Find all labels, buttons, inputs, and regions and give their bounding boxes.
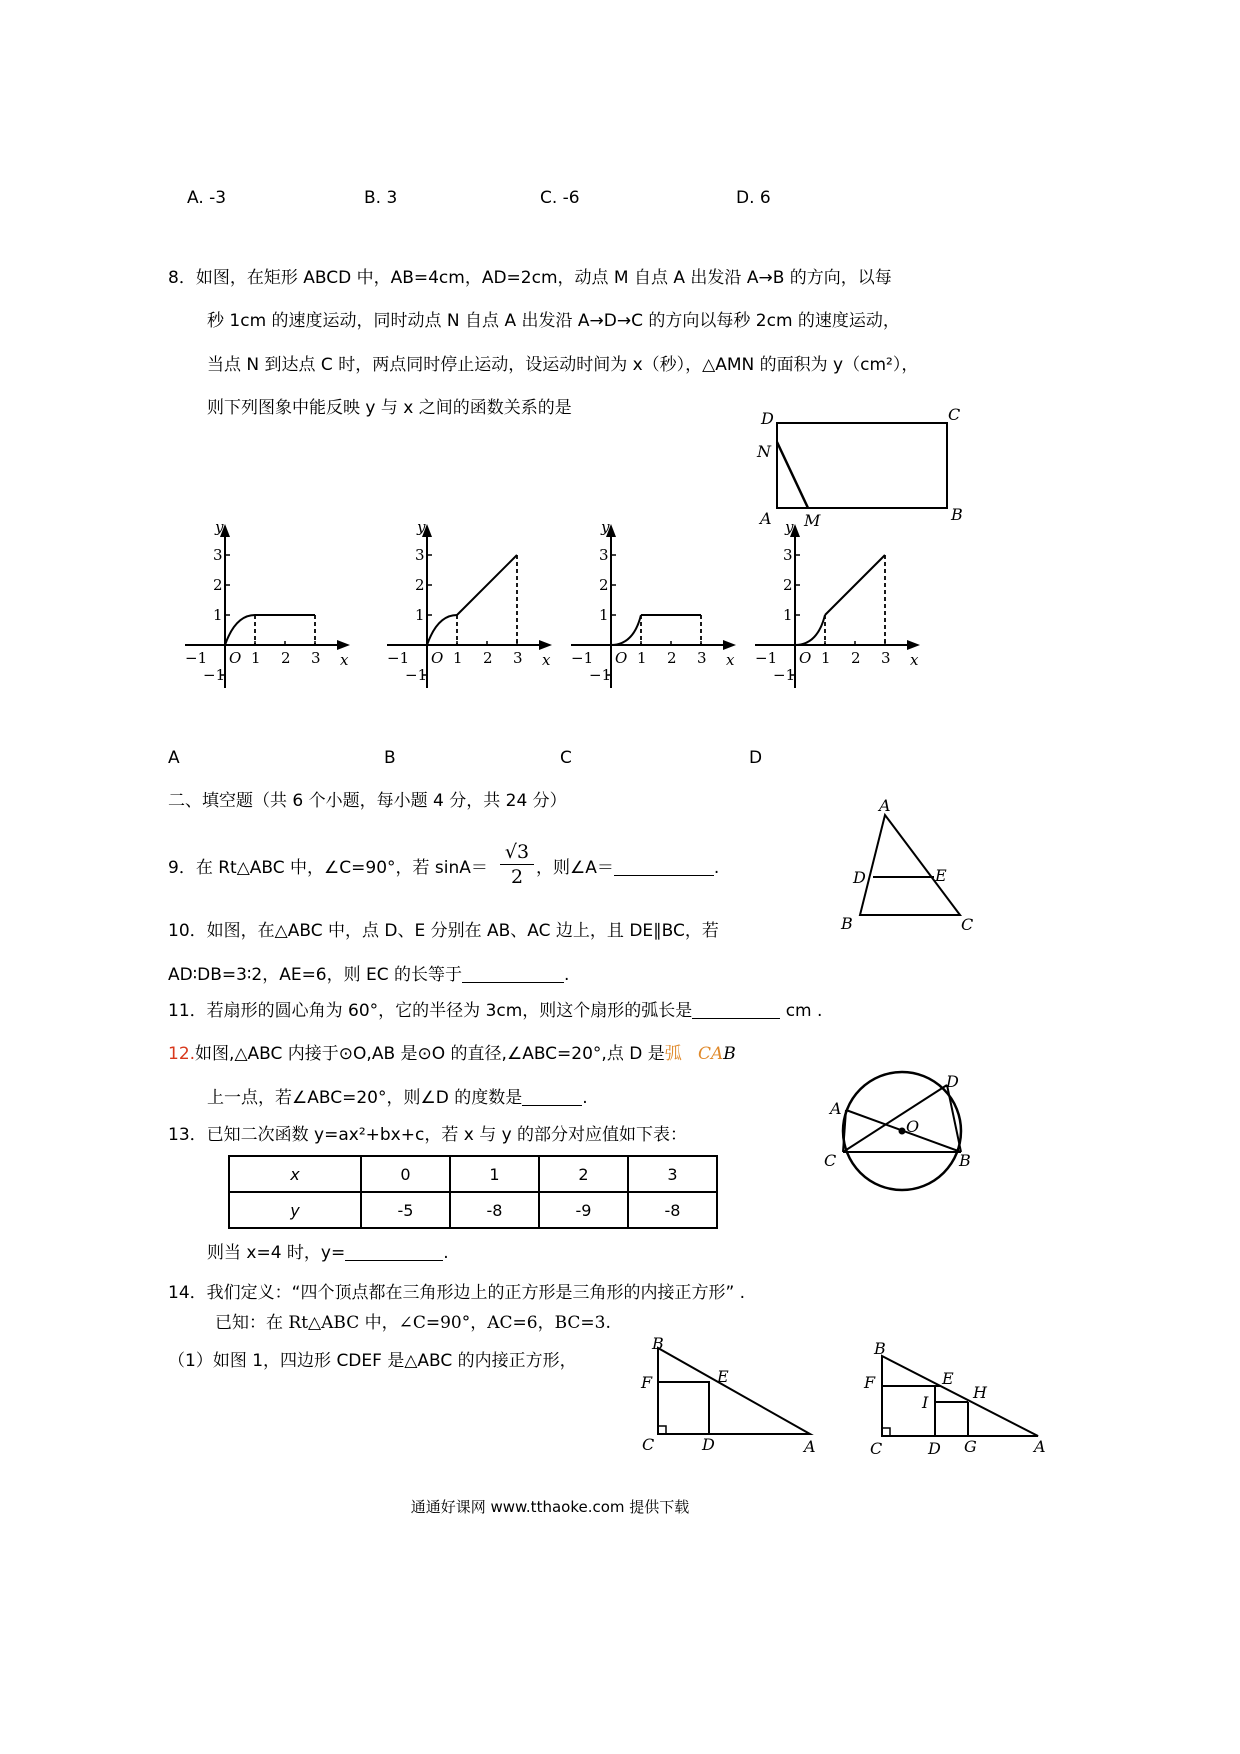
q8-line1: 8．如图，在矩形 ABCD 中，AB=4cm，AD=2cm，动点 M 自点 A 出发沿 A→B 的方向，以每	[168, 268, 892, 288]
y-tick-label: 2	[213, 576, 223, 594]
y-tick-label: 2	[599, 576, 609, 594]
y-tick-label: 2	[783, 576, 793, 594]
line-segment	[457, 555, 517, 615]
svg-text:C: C	[642, 1435, 655, 1454]
q9-answer: ，则∠A＝ .	[536, 858, 720, 878]
x-axis-arrow	[337, 640, 350, 650]
neg-y-label: −1	[405, 666, 428, 684]
svg-text:F: F	[641, 1373, 653, 1392]
x-tick-label: 1	[637, 649, 647, 667]
q8-line2: 秒 1cm 的速度运动，同时动点 N 自点 A 出发沿 A→D→C 的方向以每秒 2cm 的速度运动，	[207, 311, 900, 331]
svg-text:D: D	[946, 1072, 959, 1091]
neg-y-label: −1	[203, 666, 226, 684]
x-tick-label: 2	[483, 649, 493, 667]
y-tick-label: 1	[599, 606, 609, 624]
q12-circle-figure	[820, 1062, 980, 1202]
origin-label: O	[799, 649, 812, 667]
y-tick-label: 3	[783, 546, 793, 564]
x-axis-label: x	[726, 651, 735, 669]
svg-text:B: B	[841, 914, 853, 933]
svg-text:A: A	[830, 1099, 842, 1118]
q14-line3: （1）如图 1，四边形 CDEF 是△ABC 的内接正方形，	[168, 1351, 577, 1371]
graph-option-a	[180, 518, 355, 693]
q8-line4: 则下列图象中能反映 y 与 x 之间的函数关系的是	[207, 398, 572, 418]
x-axis-arrow	[539, 640, 552, 650]
origin-label: O	[615, 649, 628, 667]
q12-line2: 上一点，若∠ABC=20°，则∠D 的度数是 .	[207, 1088, 588, 1108]
neg-x-label: −1	[755, 649, 778, 667]
q9-numerator: √3	[500, 840, 534, 865]
q9-denominator: 2	[510, 866, 524, 888]
curve-segment	[795, 615, 825, 645]
y-axis-label: y	[417, 518, 426, 536]
neg-y-label: −1	[589, 666, 612, 684]
q7-option-b: B. 3	[364, 188, 398, 208]
neg-y-label: −1	[773, 666, 796, 684]
label-a: A	[760, 509, 772, 528]
svg-text:C: C	[824, 1151, 837, 1170]
x-tick-label: 1	[821, 649, 831, 667]
section-2-heading: 二、填空题（共 6 个小题，每小题 4 分，共 24 分）	[168, 791, 567, 811]
y-tick-label: 1	[213, 606, 223, 624]
x-tick-label: 3	[311, 649, 321, 667]
page-footer: 通通好课网 www.tthaoke.com 提供下载	[410, 1498, 690, 1516]
graph-label-c: C	[560, 748, 572, 768]
neg-x-label: −1	[387, 649, 410, 667]
curve-segment	[611, 615, 641, 645]
q9-text: 9．在 Rt△ABC 中，∠C=90°，若 sinA＝	[168, 858, 488, 878]
q8-rectangle-figure	[752, 400, 972, 530]
graph-option-c	[566, 518, 741, 693]
q12-line1: 12.如图,△ABC 内接于⊙O,AB 是⊙O 的直径,∠ABC=20°,点 D 是弧 CAB	[168, 1044, 736, 1064]
graph-label-a: A	[168, 748, 180, 768]
q14-figure-2	[862, 1336, 1062, 1456]
q14-figure-1	[638, 1336, 838, 1456]
svg-text:D: D	[853, 868, 866, 887]
graph-label-b: B	[384, 748, 396, 768]
svg-text:F: F	[864, 1373, 876, 1392]
origin-label: O	[431, 649, 444, 667]
svg-text:C: C	[961, 915, 974, 934]
q7-option-a: A. -3	[187, 188, 227, 208]
x-tick-label: 2	[667, 649, 677, 667]
x-axis-label: x	[340, 651, 349, 669]
origin-label: O	[229, 649, 242, 667]
q10-line1: 10．如图，在△ABC 中，点 D、E 分别在 AB、AC 边上，且 DE∥BC，若	[168, 921, 719, 941]
svg-text:A: A	[879, 796, 891, 815]
q13-line2: 则当 x=4 时，y= .	[207, 1243, 449, 1263]
x-tick-label: 2	[281, 649, 291, 667]
q10-blank	[462, 966, 564, 983]
q12-blank	[522, 1089, 582, 1106]
y-tick-label: 3	[599, 546, 609, 564]
q14-line1: 14．我们定义：“四个顶点都在三角形边上的正方形是三角形的内接正方形” .	[168, 1283, 746, 1303]
q10-triangle-figure	[835, 795, 975, 935]
x-tick-label: 3	[881, 649, 891, 667]
label-d: D	[761, 409, 774, 428]
svg-text:B: B	[652, 1334, 664, 1353]
x-axis-arrow	[723, 640, 736, 650]
y-axis-label: y	[215, 518, 224, 536]
x-axis-arrow	[907, 640, 920, 650]
graph-label-d: D	[749, 748, 763, 768]
q7-option-d: D. 6	[736, 188, 771, 208]
q7-option-c: C. -6	[540, 188, 580, 208]
y-tick-label: 1	[415, 606, 425, 624]
graph-option-b	[382, 518, 557, 693]
svg-text:E: E	[935, 866, 947, 885]
y-axis-label: y	[785, 518, 794, 536]
q13-value-table	[228, 1155, 718, 1229]
svg-text:D: D	[928, 1439, 941, 1458]
q9-fraction	[500, 840, 534, 889]
svg-text:I: I	[922, 1393, 929, 1412]
neg-x-label: −1	[185, 649, 208, 667]
table-row-y: y -5 -8 -9 -8	[229, 1192, 717, 1228]
y-tick-label: 1	[783, 606, 793, 624]
curve-segment	[225, 615, 255, 645]
q8-line3: 当点 N 到达点 C 时，两点同时停止运动，设运动时间为 x（秒），△AMN 的面积为 y（cm²），	[207, 355, 919, 375]
q13-text: 13．已知二次函数 y=ax²+bx+c，若 x 与 y 的部分对应值如下表：	[168, 1125, 688, 1145]
table-row-x: x 0 1 2 3	[229, 1156, 717, 1192]
curve-segment	[427, 615, 457, 645]
x-tick-label: 2	[851, 649, 861, 667]
svg-text:G: G	[964, 1437, 977, 1456]
q14-line2: 已知：在 Rt△ABC 中，∠C=90°，AC=6，BC=3.	[215, 1313, 611, 1333]
label-b: B	[951, 505, 963, 524]
neg-x-label: −1	[571, 649, 594, 667]
svg-text:A: A	[1034, 1437, 1046, 1456]
q9-blank	[614, 859, 714, 876]
q10-line2: AD∶DB=3∶2，AE=6，则 EC 的长等于 .	[168, 965, 570, 985]
q13-blank	[345, 1244, 443, 1261]
y-axis-label: y	[601, 518, 610, 536]
svg-text:H: H	[973, 1383, 987, 1402]
svg-text:B: B	[959, 1151, 971, 1170]
svg-text:O: O	[906, 1117, 920, 1136]
x-axis-label: x	[910, 651, 919, 669]
svg-text:E: E	[717, 1367, 729, 1386]
svg-text:D: D	[702, 1435, 715, 1454]
graph-option-d	[750, 518, 925, 693]
x-tick-label: 1	[251, 649, 261, 667]
y-tick-label: 3	[213, 546, 223, 564]
x-tick-label: 1	[453, 649, 463, 667]
x-axis-label: x	[542, 651, 551, 669]
x-tick-label: 3	[697, 649, 707, 667]
q11-text: 11．若扇形的圆心角为 60°，它的半径为 3cm，则这个扇形的弧长是 cm .	[168, 1001, 823, 1021]
svg-text:C: C	[870, 1439, 883, 1458]
label-c: C	[948, 405, 961, 424]
line-segment	[825, 555, 885, 615]
svg-text:E: E	[942, 1369, 954, 1388]
y-tick-label: 2	[415, 576, 425, 594]
label-m: M	[804, 511, 821, 530]
y-tick-label: 3	[415, 546, 425, 564]
svg-text:B: B	[874, 1339, 886, 1358]
label-n: N	[757, 442, 771, 461]
svg-text:A: A	[804, 1437, 816, 1456]
x-tick-label: 3	[513, 649, 523, 667]
q11-blank	[692, 1002, 780, 1019]
